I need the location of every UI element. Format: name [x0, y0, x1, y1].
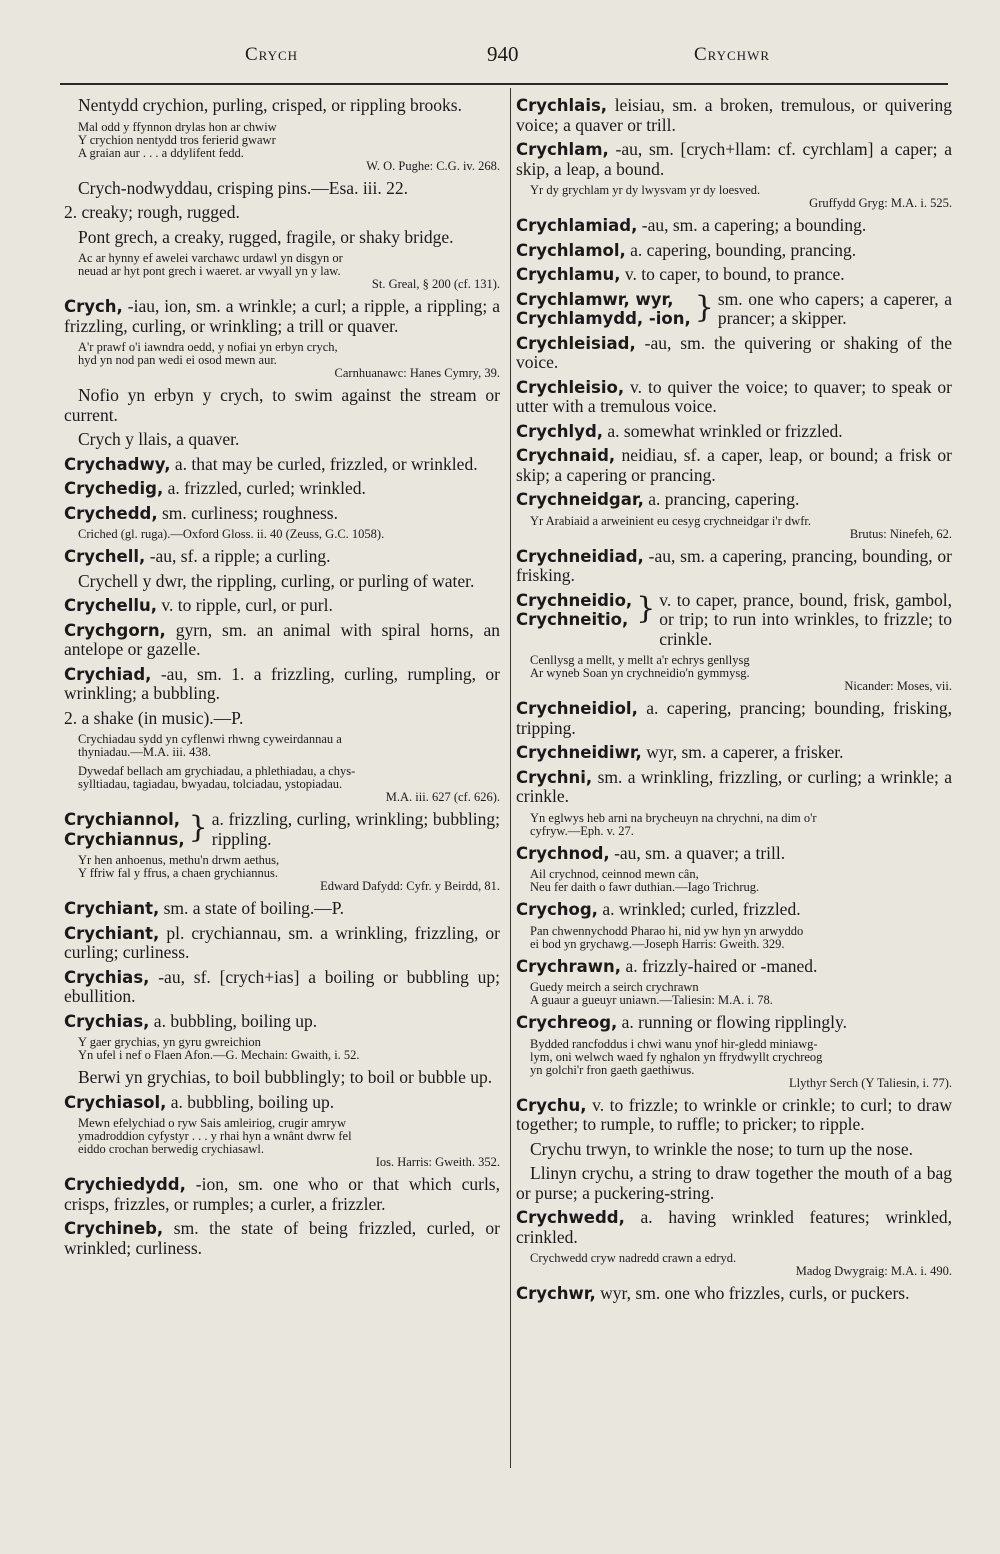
dictionary-entry: [516, 1013, 952, 1033]
quotation-block: [78, 854, 500, 893]
paired-entry: [516, 290, 952, 329]
definition: neidiau, sf. a caper, leap, or bound; a frisk or skip; a capering or prancing.: [516, 445, 952, 485]
definition: a. bubbling, boiling up.: [166, 1091, 335, 1112]
headword: Crychias,: [64, 1011, 150, 1031]
quotation-line: Ac ar hynny ef awelei varchawc urdawl yn disgyn or: [78, 251, 343, 265]
dictionary-entry: [64, 1175, 500, 1214]
quotation-line: cyfryw.—Eph. v. 27.: [530, 823, 634, 838]
quotation-block: [78, 1036, 500, 1062]
brace-glyph: }: [694, 289, 714, 325]
page-header: [60, 40, 950, 74]
dictionary-entry: [64, 1012, 500, 1032]
headword: Crychlais,: [516, 96, 608, 115]
quotation-block: [530, 1038, 952, 1090]
quotation-block: [78, 121, 500, 173]
dictionary-entry: [64, 1093, 500, 1113]
headword: Crychnod,: [516, 843, 610, 863]
dictionary-entry: [516, 96, 952, 135]
phrase-entry: Crychell y dwr, the rippling, curling, or purling of water.: [78, 570, 475, 591]
headword: Crychwr,: [516, 1284, 596, 1303]
headword: Crychiasol,: [64, 1092, 167, 1112]
headword: Crychreog,: [516, 1013, 618, 1032]
headword: Crychlyd,: [516, 421, 604, 441]
definition: v. to frizzle; to wrinkle or crinkle; to curl; to draw together; to rumple, to ruffle; to pricker; to ripple.: [516, 1094, 952, 1134]
headword: Crychog,: [516, 900, 598, 919]
definition: a. wrinkled; curled, frizzled.: [597, 899, 801, 919]
quotation-line: A'r prawf o'i iawndra oedd, y nofiai yn erbyn crych,: [78, 340, 338, 354]
quotation-source: Ios. Harris: Gweith. 352.: [375, 1155, 500, 1169]
definition: v. to caper, to bound, to prance.: [620, 264, 845, 284]
dictionary-entry: [64, 479, 500, 499]
quotation-source: St. Greal, § 200 (cf. 131).: [371, 277, 500, 291]
definition: wyr, sm. a caperer, a frisker.: [641, 742, 844, 762]
dictionary-entry: [64, 1219, 500, 1258]
definition: -au, sm. [crych+llam: cf. cyrchlam] a caper; a skip, a leap, a bound.: [516, 139, 952, 179]
dictionary-entry: [64, 621, 500, 660]
dictionary-entry: [64, 899, 500, 919]
dictionary-entry: [516, 957, 952, 977]
definition: -ion, sm. one who or that which curls, crisps, frizzles, or rumples; a curler, a frizzler.: [64, 1174, 500, 1214]
quotation-line: hyd yn nod pan wedi ei osod mewn aur.: [78, 353, 277, 367]
quotation-block: [78, 252, 500, 291]
header-left-guide-word: Crych: [245, 44, 299, 65]
quotation-line: sylltiadau, tagiadau, bwyadau, tolciadau, ystopiadau.: [78, 777, 343, 791]
headword: Crychedd,: [64, 503, 158, 523]
brace-glyph: }: [636, 590, 656, 626]
dictionary-entry: [516, 768, 952, 807]
quotation-source: Llythyr Serch (Y Taliesin, i. 77).: [789, 1075, 952, 1090]
quotation-line: Pan chwennychodd Pharao hi, nid yw hyn yn arwyddo: [530, 923, 804, 938]
headword: Crychlamol,: [516, 240, 626, 260]
dictionary-entry: [516, 140, 952, 179]
quotation-line: A graian aur . . . a ddylifent fedd.: [78, 145, 244, 160]
definition: a. somewhat wrinkled or frizzled.: [603, 420, 843, 441]
quotation-line: Yr Arabiaid a arweinient eu cesyg crychneidgar i'r dwfr.: [530, 513, 811, 528]
headword: Crychlamwr, wyr,: [516, 289, 674, 309]
headword: Crychwedd,: [516, 1208, 625, 1227]
definition: leisiau, sm. a broken, tremulous, or quivering voice; a quaver or trill.: [516, 95, 952, 135]
definition: a. running or flowing ripplingly.: [617, 1012, 848, 1032]
dictionary-entry: [516, 1284, 952, 1304]
quotation-block: [530, 184, 952, 210]
dictionary-entry: [516, 378, 952, 417]
headword: Crychneidiol,: [516, 699, 638, 718]
definition: a. prancing, capering.: [643, 489, 800, 509]
quotation-line: Yn eglwys heb arni na brycheuyn na chrychni, na dim o'r: [530, 810, 817, 825]
quotation-source: Madog Dwygraig: M.A. i. 490.: [795, 1264, 952, 1278]
definition: a. frizzling, curling, wrinkling; bubbling; rippling.: [211, 809, 500, 849]
headword: Crychrawn,: [516, 956, 622, 976]
headword: Crychu,: [516, 1095, 587, 1115]
paired-entry: [64, 810, 500, 849]
quotation-block: [78, 733, 500, 759]
quotation-block: [530, 515, 952, 541]
quotation-source: Gruffydd Gryg: M.A. i. 525.: [809, 196, 952, 210]
definition: gyrn, sm. an animal with spiral horns, an antelope or gazelle.: [64, 619, 500, 659]
definition: sm. curliness; roughness.: [157, 502, 338, 523]
quotation-line: Bydded rancfoddus i chwi wanu ynof hir-gledd miniawg-: [530, 1036, 818, 1051]
quotation-block: [78, 341, 500, 380]
quotation-source: W. O. Pughe: C.G. iv. 268.: [366, 158, 500, 173]
definition: -au, sm. a capering; a bounding.: [637, 215, 867, 235]
header-rule: [60, 83, 948, 85]
definition: v. to quiver the voice; to quaver; to speak or utter with a tremulous voice.: [516, 376, 952, 416]
phrase-entry: Pont grech, a creaky, rugged, fragile, or shaky bridge.: [78, 226, 454, 247]
left-column: [64, 96, 500, 1263]
dictionary-entry: [64, 547, 500, 567]
phrase-entry: Llinyn crychu, a string to draw together the mouth of a bag or purse; a puckering-string.: [516, 1163, 952, 1203]
quotation-source: Carnhuanawc: Hanes Cymry, 39.: [334, 366, 500, 380]
headword: Crychineb,: [64, 1219, 164, 1238]
phrase-entry: Nentydd crychion, purling, crisped, or rippling brooks.: [78, 95, 462, 115]
definition: -iau, ion, sm. a wrinkle; a curl; a ripple, a rippling; a frizzling, curling, or wrinkling; a trill or quaver.: [64, 296, 500, 336]
quotation-line: Ail crychnod, ceinnod mewn cân,: [530, 867, 699, 881]
quotation-block: [78, 765, 500, 804]
headword: Crychiant,: [64, 923, 160, 943]
headword-pair: [64, 810, 185, 849]
quotation-line: Yr hen anhoenus, methu'n drwm aethus,: [78, 853, 280, 867]
dictionary-entry: [64, 297, 500, 336]
definition: a. frizzled, curled; wrinkled.: [163, 478, 366, 498]
headword: Crychlamu,: [516, 265, 621, 284]
headword: Crychleisio,: [516, 377, 625, 397]
definition: a. bubbling, boiling up.: [149, 1010, 318, 1031]
quotation-line: thyniadau.—M.A. iii. 438.: [78, 745, 211, 759]
dictionary-entry: [516, 216, 952, 236]
quotation-line: Mewn efelychiad o ryw Sais amleiriog, crugir amryw: [78, 1116, 346, 1130]
headword: Crychlamiad,: [516, 216, 638, 235]
dictionary-entry: [516, 446, 952, 485]
definition: sm. a state of boiling.—P.: [159, 898, 344, 918]
headword: Crychneidiwr,: [516, 743, 642, 762]
dictionary-entry: [516, 844, 952, 864]
headword: Crychnaid,: [516, 446, 616, 465]
paired-entry: [516, 591, 952, 650]
dictionary-entry: [516, 241, 952, 261]
quotation-line: Yr dy grychlam yr dy lwysvam yr dy loesved.: [530, 183, 761, 197]
header-right-guide-word: Crychwr: [694, 44, 771, 65]
quotation-block: [530, 812, 952, 838]
definition: -au, sm. 1. a frizzling, curling, rumpling, or wrinkling; a bubbling.: [64, 663, 500, 703]
headword: Crychgorn,: [64, 620, 166, 640]
definition: a. having wrinkled features; wrinkled, crinkled.: [516, 1207, 952, 1247]
headword: Crychlamydd, -ion,: [516, 309, 691, 328]
dictionary-entry: [64, 455, 500, 475]
phrase-entry: Crych y llais, a quaver.: [78, 429, 240, 449]
definition: -au, sf. a ripple; a curling.: [145, 546, 331, 566]
numbered-sense: 2. a shake (in music).—P.: [64, 707, 244, 728]
phrase-entry: Nofio yn erbyn y crych, to swim against the stream or current.: [64, 385, 500, 425]
quotation-line: Dywedaf bellach am grychiadau, a phlethiadau, a chys-: [78, 764, 356, 778]
quotation-block: [530, 1252, 952, 1278]
definition: sm. the state of being frizzled, curled, or wrinkled; curliness.: [64, 1218, 500, 1258]
dictionary-entry: [516, 422, 952, 442]
quotation-line: Crychiadau sydd yn cyflenwi rhwng cyweirdannau a: [78, 732, 342, 746]
headword: Crychiedydd,: [64, 1175, 186, 1194]
definition: -au, sm. a quaver; a trill.: [609, 842, 786, 863]
quotation-line: Crychwedd cryw nadredd crawn a edryd.: [530, 1251, 737, 1265]
dictionary-entry: [516, 1096, 952, 1135]
quotation-block: [78, 528, 500, 541]
headword: Crychni,: [516, 767, 593, 787]
dictionary-entry: [64, 665, 500, 704]
dictionary-entry: [64, 504, 500, 524]
headword: Crychias,: [64, 967, 150, 987]
dictionary-entry: [516, 265, 952, 285]
quotation-line: Criched (gl. ruga).—Oxford Gloss. ii. 40 (Zeuss, G.C. 1058).: [78, 527, 385, 541]
headword: Crychneitio,: [516, 610, 629, 629]
headword: Crychellu,: [64, 596, 158, 615]
phrase-entry: Crych-nodwyddau, crisping pins.—Esa. iii. 22.: [78, 177, 409, 198]
dictionary-entry: [516, 900, 952, 920]
definition: wyr, sm. one who frizzles, curls, or puckers.: [595, 1283, 910, 1303]
definition: pl. crychiannau, sm. a wrinkling, frizzling, or curling; curliness.: [64, 922, 500, 962]
headword: Crychleisiad,: [516, 333, 636, 353]
dictionary-entry: [516, 334, 952, 373]
quotation-line: A guaur a gueuyr uniawn.—Taliesin: M.A. i. 78.: [530, 993, 773, 1007]
dictionary-entry: [516, 1208, 952, 1247]
quotation-source: Edward Dafydd: Cyfr. y Beirdd, 81.: [320, 879, 500, 893]
quotation-line: Neu fer daith o fawr duthian.—Iago Trichrug.: [530, 880, 760, 894]
headword: Crychiad,: [64, 664, 152, 684]
headword: Crychiant,: [64, 899, 160, 918]
quotation-line: Ar wyneb Soan yn crychneidio'n gymmysg.: [530, 666, 750, 680]
phrase-entry: Berwi yn grychias, to boil bubblingly; to boil or bubble up.: [78, 1067, 493, 1087]
quotation-line: Y crychion nentydd tros ferierid gwawr: [78, 132, 276, 147]
headword: Crychiannol,: [64, 810, 181, 829]
quotation-line: yn golchi'r fron gaeth gaethiwus.: [530, 1062, 695, 1077]
headword-pair: [516, 290, 691, 329]
numbered-sense: 2. creaky; rough, rugged.: [64, 202, 240, 222]
quotation-line: Cenllysg a mellt, y mellt a'r echrys genllysg: [530, 653, 750, 667]
definition: a. that may be curled, frizzled, or wrinkled.: [170, 453, 478, 474]
quotation-source: Brutus: Ninefeh, 62.: [849, 526, 952, 541]
dictionary-entry: [516, 743, 952, 763]
definition: -au, sf. [crych+ias] a boiling or bubbling up; ebullition.: [64, 966, 500, 1006]
headword: Crychneidiad,: [516, 546, 644, 566]
headword: Crychedig,: [64, 479, 164, 498]
quotation-block: [530, 981, 952, 1007]
quotation-block: [78, 1117, 500, 1169]
definition: a. capering, bounding, prancing.: [625, 239, 857, 260]
dictionary-entry: [64, 968, 500, 1007]
quotation-source: M.A. iii. 627 (cf. 626).: [385, 790, 500, 804]
quotation-line: eiddo crochan berwedig crychiasawl.: [78, 1142, 265, 1156]
quotation-block: [530, 868, 952, 894]
definition: v. to ripple, curl, or purl.: [157, 595, 333, 615]
column-divider: [510, 88, 511, 1468]
dictionary-entry: [64, 924, 500, 963]
headword: Crychadwy,: [64, 454, 171, 474]
quotation-line: neuad ar hyt pont grech i waeret. ar vwyall yn y law.: [78, 264, 341, 278]
dictionary-entry: [516, 490, 952, 510]
quotation-source: Nicander: Moses, vii.: [844, 679, 952, 693]
headword: Crych,: [64, 297, 123, 316]
definition: sm. a wrinkling, frizzling, or curling; a wrinkle; a crinkle.: [516, 766, 952, 806]
definition: v. to caper, prance, bound, frisk, gambol, or trip; to run into wrinkles, to frizzle; to crinkle.: [659, 589, 952, 649]
headword: Crychell,: [64, 547, 146, 566]
quotation-line: Guedy meirch a seirch crychrawn: [530, 980, 699, 994]
dictionary-entry: [516, 699, 952, 738]
brace-glyph: }: [188, 810, 208, 845]
quotation-line: Y gaer grychias, yn gyru gwreichion: [78, 1035, 261, 1049]
headword: Crychneidio,: [516, 590, 633, 610]
headword: Crychneidgar,: [516, 490, 644, 509]
definition: -au, sm. the quivering or shaking of the voice.: [516, 332, 952, 372]
page-number: 940: [487, 42, 519, 66]
phrase-entry: Crychu trwyn, to wrinkle the nose; to turn up the nose.: [530, 1138, 913, 1159]
right-column: [516, 96, 952, 1309]
quotation-block: [530, 925, 952, 951]
quotation-line: Yn ufel i nef o Flaen Afon.—G. Mechain: Gwaith, i. 52.: [78, 1048, 360, 1062]
quotation-block: [530, 654, 952, 693]
quotation-line: ymadroddion cyfystyr . . . y rhai hyn a wnânt dwrw fel: [78, 1129, 352, 1143]
quotation-line: lym, oni welwch waed fy nghalon yn ffrydwyllt crychreog: [530, 1049, 823, 1064]
definition: a. capering, prancing; bounding, frisking, tripping.: [516, 698, 952, 738]
quotation-line: ei bod yn grychawg.—Joseph Harris: Gweith. 329.: [530, 936, 785, 951]
definition: a. frizzly-haired or -maned.: [621, 955, 818, 976]
headword: Crychiannus,: [64, 829, 185, 849]
quotation-line: Mal odd y ffynnon drylas hon ar chwiw: [78, 119, 277, 134]
headword-pair: [516, 591, 632, 650]
quotation-line: Y ffriw fal y ffrus, a chaen grychiannus.: [78, 866, 279, 880]
definition: sm. one who capers; a caperer, a prancer; a skipper.: [717, 288, 952, 328]
headword: Crychlam,: [516, 140, 609, 159]
definition: -au, sm. a capering, prancing, bounding, or frisking.: [516, 545, 952, 585]
dictionary-entry: [516, 547, 952, 586]
dictionary-entry: [64, 596, 500, 616]
